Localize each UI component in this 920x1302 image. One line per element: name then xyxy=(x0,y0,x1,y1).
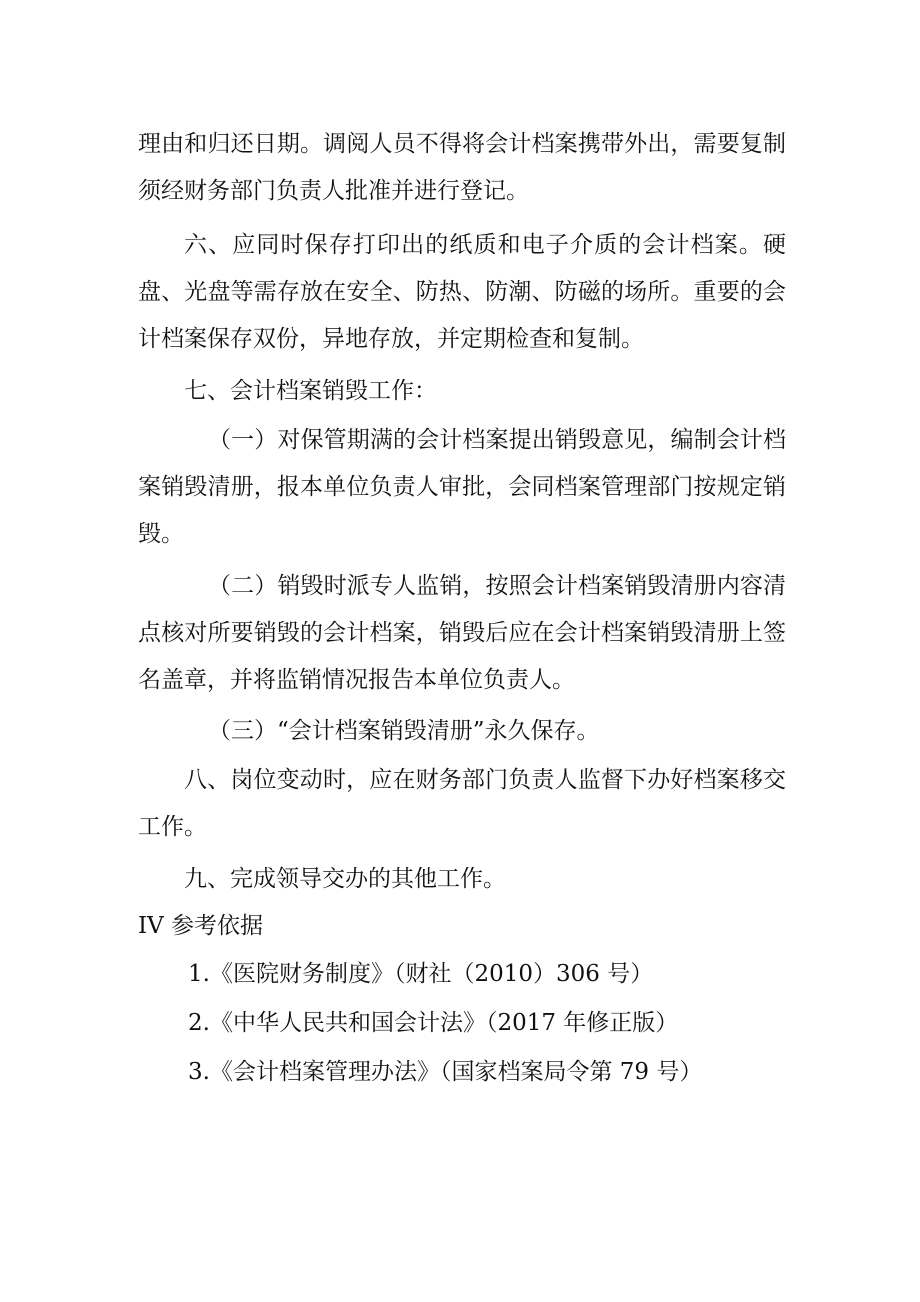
reference-item: 3.《会计档案管理办法》（国家档案局令第 79 号） xyxy=(188,1059,703,1085)
paragraph-subitem-one: （一）对保管期满的会计档案提出销毁意见，编制会计档案销毁清册，报本单位负责人审批，会同档案管理部门按规定销毁。 xyxy=(138,427,786,547)
paragraph-item-seven: 七、会计档案销毁工作： xyxy=(184,378,437,404)
paragraph-subitem-two: （二）销毁时派专人监销，按照会计档案销毁清册内容清点核对所要销毁的会计档案，销毁后应在会计档案销毁清册上签名盖章，并将监销情况报告本单位负责人。 xyxy=(138,573,786,693)
reference-item: 2.《中华人民共和国会计法》（2017 年修正版） xyxy=(188,1010,679,1036)
reference-item: 1.《医院财务制度》（财社（2010）306 号） xyxy=(188,961,654,987)
paragraph-retrieval-continued: 理由和归还日期。调阅人员不得将会计档案携带外出，需要复制须经财务部门负责人批准并进行登记。 xyxy=(138,131,786,204)
paragraph-subitem-three: （三）“会计档案销毁清册”永久保存。 xyxy=(208,718,600,744)
paragraph-item-six: 六、应同时保存打印出的纸质和电子介质的会计档案。硬盘、光盘等需存放在安全、防热、防潮、防磁的场所。重要的会计档案保存双份，异地存放，并定期检查和复制。 xyxy=(138,232,786,352)
paragraph-item-nine: 九、完成领导交办的其他工作。 xyxy=(184,866,506,892)
section-heading-references: IV 参考依据 xyxy=(138,913,264,939)
paragraph-item-eight: 八、岗位变动时，应在财务部门负责人监督下办好档案移交工作。 xyxy=(138,767,786,840)
